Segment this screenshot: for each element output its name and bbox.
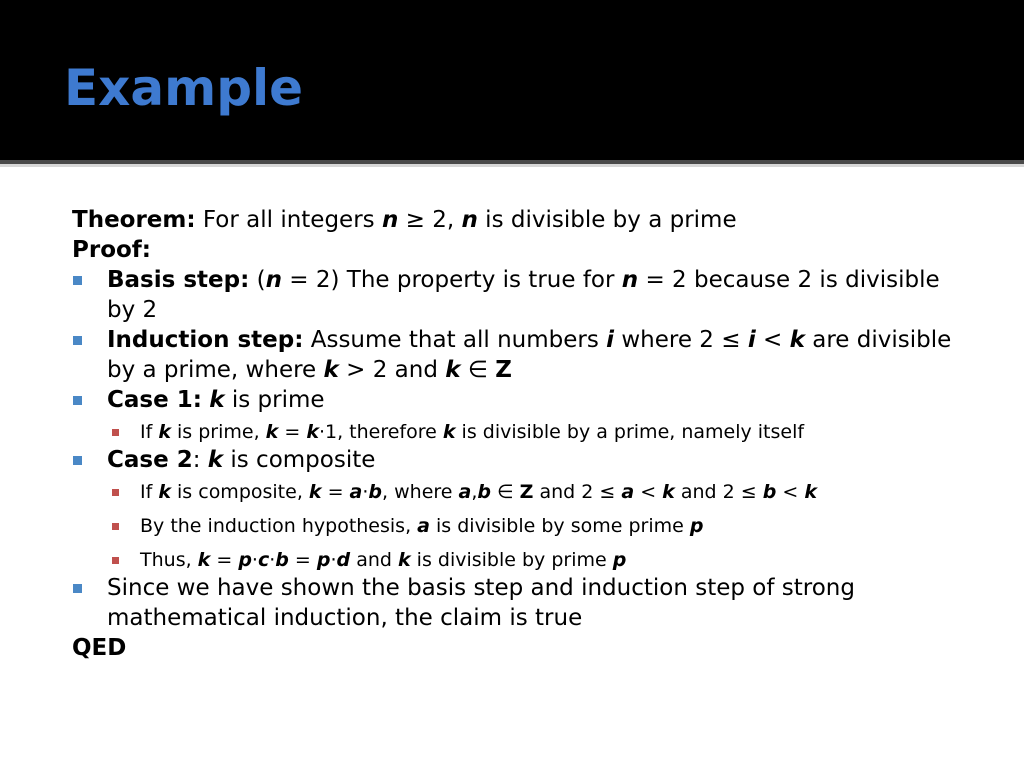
var-a: a — [349, 481, 363, 503]
slide-header — [0, 0, 1024, 160]
var-n: n — [621, 267, 639, 293]
text: is prime, — [170, 421, 266, 443]
text: is divisible by a prime, namely itself — [455, 421, 805, 443]
var-p: p — [316, 549, 331, 571]
text: Assume that all numbers — [303, 327, 607, 353]
text: : — [192, 447, 208, 473]
var-k: k — [197, 549, 211, 571]
sub-bullet-case2-hypothesis — [72, 514, 952, 539]
text: ⋅ — [269, 549, 276, 571]
proof-label-text: Proof: — [72, 237, 152, 263]
text: ⋅1, therefore — [318, 421, 443, 443]
sub-bullet-square-icon — [112, 429, 119, 436]
text: ⋅ — [330, 549, 337, 571]
var-n: n — [461, 207, 478, 233]
var-p: p — [612, 549, 627, 571]
sub-bullet-square-icon — [112, 523, 119, 530]
sub-bullet-case2-conclusion — [72, 548, 952, 573]
text: is divisible by a prime — [477, 207, 737, 233]
var-a: a — [458, 481, 472, 503]
text: = 2) The property is true for — [281, 267, 622, 293]
text: < — [755, 327, 790, 353]
basis-label: Basis step: — [107, 267, 250, 293]
bullet-case-2 — [72, 445, 952, 475]
var-k: k — [323, 357, 339, 383]
var-b: b — [275, 549, 289, 571]
theorem-statement — [72, 205, 952, 235]
text: is prime — [224, 387, 325, 413]
text: ⋅ — [251, 549, 258, 571]
bullet-square-icon — [73, 396, 82, 405]
var-d: d — [336, 549, 351, 571]
var-b: b — [762, 481, 777, 503]
var-c: c — [257, 549, 270, 571]
var-k: k — [308, 481, 322, 503]
text: = — [321, 481, 350, 503]
qed — [72, 633, 952, 663]
integers-symbol: Z — [519, 481, 534, 503]
var-k: k — [442, 421, 456, 443]
bullet-square-icon — [73, 584, 82, 593]
var-i: i — [606, 327, 615, 353]
integers-symbol: Z — [495, 357, 512, 383]
text: ≥ 2, — [398, 207, 462, 233]
theorem-label: Theorem: — [72, 207, 196, 233]
text: Thus, — [140, 549, 198, 571]
text: , where — [382, 481, 459, 503]
var-i: i — [747, 327, 756, 353]
case1-label: Case 1: — [107, 387, 202, 413]
var-p: p — [238, 549, 252, 571]
bullet-case-1 — [72, 385, 952, 415]
sub-bullet-case2-composite — [72, 480, 952, 505]
var-p: p — [689, 515, 704, 537]
bullet-induction-step — [72, 325, 952, 385]
var-k: k — [209, 387, 225, 413]
var-a: a — [417, 515, 430, 537]
text: and — [350, 549, 398, 571]
conclusion-text: Since we have shown the basis step and induction step of strong mathematical induction, the claim is true — [107, 575, 855, 631]
bullet-square-icon — [73, 336, 82, 345]
var-k: k — [445, 357, 461, 383]
text: < — [634, 481, 663, 503]
var-k: k — [265, 421, 279, 443]
text: < — [776, 481, 805, 503]
bullet-basis-step — [72, 265, 952, 325]
header-divider-shadow — [0, 164, 1024, 167]
var-k: k — [662, 481, 675, 503]
sub-bullet-square-icon — [112, 557, 119, 564]
text: ⋅ — [362, 481, 369, 503]
text: = — [288, 549, 317, 571]
bullet-square-icon — [73, 276, 82, 285]
var-n: n — [265, 267, 282, 293]
slide-body — [72, 205, 952, 663]
var-b: b — [368, 481, 383, 503]
text: , — [471, 481, 478, 503]
text: ∈ — [460, 357, 496, 383]
text: and 2 ≤ — [533, 481, 622, 503]
var-k: k — [804, 481, 817, 503]
sub-bullet-case1-prime — [72, 420, 952, 445]
var-b: b — [477, 481, 491, 503]
var-k: k — [397, 549, 411, 571]
proof-label — [72, 235, 952, 265]
text: = 2 because 2 is divisible by 2 — [107, 267, 940, 323]
slide-title: Example — [64, 59, 304, 117]
text: is divisible by prime — [410, 549, 613, 571]
var-k: k — [789, 327, 805, 353]
text: are divisible by a prime, where — [107, 327, 952, 383]
text: ∈ — [491, 481, 520, 503]
var-k: k — [158, 421, 171, 443]
text: If — [140, 421, 159, 443]
var-k: k — [207, 447, 224, 473]
induction-label: Induction step: — [107, 327, 304, 353]
bullet-conclusion — [72, 573, 952, 633]
text: = — [278, 421, 307, 443]
qed-text: QED — [72, 635, 127, 661]
text: is composite, — [170, 481, 309, 503]
text: For all integers — [195, 207, 382, 233]
text: If — [140, 481, 159, 503]
text: where 2 ≤ — [614, 327, 748, 353]
bullet-square-icon — [73, 456, 82, 465]
text: is composite — [223, 447, 376, 473]
text: is divisible by some prime — [429, 515, 690, 537]
var-k: k — [306, 421, 319, 443]
var-k: k — [158, 481, 171, 503]
sub-bullet-square-icon — [112, 489, 119, 496]
text: = — [210, 549, 239, 571]
case2-label: Case 2 — [107, 447, 193, 473]
var-a: a — [621, 481, 635, 503]
text: > 2 and — [338, 357, 446, 383]
text: By the induction hypothesis, — [140, 515, 418, 537]
text: and 2 ≤ — [674, 481, 763, 503]
var-n: n — [381, 207, 399, 233]
text: ( — [249, 267, 266, 293]
